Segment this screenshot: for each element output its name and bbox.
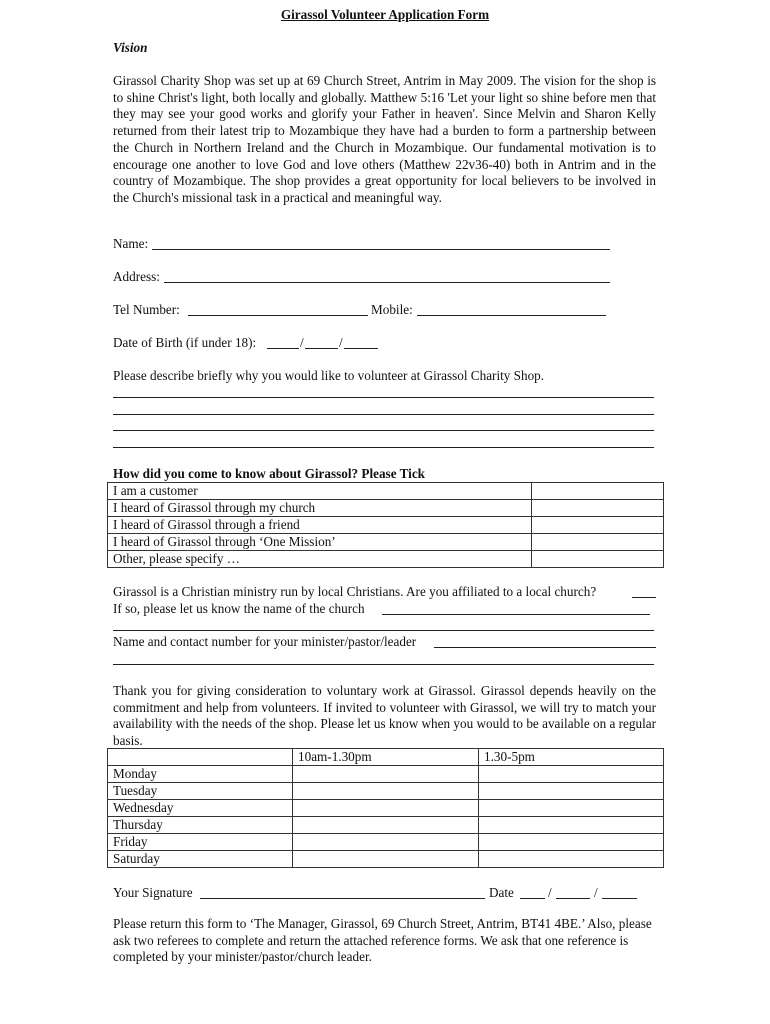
table-row	[108, 483, 664, 500]
day-label: Saturday	[108, 851, 293, 868]
church-affiliation-field[interactable]	[632, 597, 656, 598]
table-row	[108, 766, 664, 783]
tick-box[interactable]	[532, 517, 664, 534]
availability-cell[interactable]	[293, 783, 479, 800]
signature-label: Your Signature	[113, 885, 193, 900]
volunteer-reason-line[interactable]	[113, 447, 654, 448]
dob-separator: /	[300, 335, 304, 350]
column-header: 1.30-5pm	[479, 749, 664, 766]
return-instructions: Please return this form to ‘The Manager, Girassol, 69 Church Street, Antrim, BT41 4BE.’ Also, please ask two referees to complete and return the attached reference forms. We ask that one reference is completed by your minister/pastor/church leader.	[113, 916, 652, 965]
know-option-label: Other, please specify …	[108, 551, 532, 568]
table-row	[108, 517, 664, 534]
availability-corner-cell	[108, 749, 293, 766]
church-name-label: If so, please let us know the name of the church	[113, 601, 365, 616]
tick-box[interactable]	[532, 500, 664, 517]
form-title: Girassol Volunteer Application Form	[280, 7, 490, 22]
availability-cell[interactable]	[479, 817, 664, 834]
day-label: Thursday	[108, 817, 293, 834]
availability-intro: Thank you for giving consideration to voluntary work at Girassol. Girassol depends heavily on the commitment and help from volunteers. If invited to volunteer with Girassol, we will try to match your availability with the needs of the shop. Please let us know when you would to be available on a regular basis.	[113, 683, 656, 749]
availability-table	[107, 748, 664, 868]
day-label: Monday	[108, 766, 293, 783]
table-row	[108, 534, 664, 551]
availability-cell[interactable]	[293, 834, 479, 851]
date-day-field[interactable]	[520, 898, 545, 899]
date-year-field[interactable]	[602, 898, 637, 899]
table-row	[108, 834, 664, 851]
address-label: Address:	[113, 269, 160, 284]
know-heading: How did you come to know about Girassol? Please Tick	[113, 466, 426, 481]
dob-label: Date of Birth (if under 18):	[113, 335, 257, 350]
know-table	[107, 482, 664, 568]
church-name-field[interactable]	[382, 614, 650, 615]
day-label: Tuesday	[108, 783, 293, 800]
mobile-field[interactable]	[417, 315, 606, 316]
signature-field[interactable]	[200, 898, 485, 899]
availability-cell[interactable]	[293, 766, 479, 783]
know-option-label: I am a customer	[108, 483, 532, 500]
availability-cell[interactable]	[479, 851, 664, 868]
know-option-label: I heard of Girassol through a friend	[108, 517, 532, 534]
table-row	[108, 749, 664, 766]
date-separator: /	[548, 885, 552, 900]
table-row	[108, 500, 664, 517]
minister-label: Name and contact number for your minister/pastor/leader	[113, 634, 417, 649]
address-field[interactable]	[164, 282, 610, 283]
name-field[interactable]	[152, 249, 610, 250]
table-row	[108, 800, 664, 817]
availability-cell[interactable]	[293, 851, 479, 868]
date-month-field[interactable]	[556, 898, 590, 899]
vision-heading: Vision	[113, 40, 148, 55]
volunteer-reason-prompt: Please describe briefly why you would like to volunteer at Girassol Charity Shop.	[113, 368, 545, 383]
day-label: Friday	[108, 834, 293, 851]
table-row	[108, 551, 664, 568]
availability-cell[interactable]	[479, 783, 664, 800]
table-row	[108, 851, 664, 868]
name-label: Name:	[113, 236, 149, 251]
know-option-label: I heard of Girassol through ‘One Mission’	[108, 534, 532, 551]
table-row	[108, 817, 664, 834]
minister-field[interactable]	[434, 647, 656, 648]
availability-cell[interactable]	[479, 800, 664, 817]
availability-cell[interactable]	[479, 834, 664, 851]
tel-field[interactable]	[188, 315, 368, 316]
day-label: Wednesday	[108, 800, 293, 817]
dob-day-field[interactable]	[267, 348, 299, 349]
tel-label: Tel Number:	[113, 302, 180, 317]
dob-separator: /	[339, 335, 343, 350]
column-header: 10am-1.30pm	[293, 749, 479, 766]
mobile-label: Mobile:	[371, 302, 413, 317]
vision-paragraph: Girassol Charity Shop was set up at 69 Church Street, Antrim in May 2009. The vision for the shop is to shine Christ's light, both locally and globally. Matthew 5:16 'Let your light so shine before men that they may see your good works and glorify your Father in heaven'. Since Melvin and Sharon Kelly returned from their latest trip to Mozambique they have had a burden to form a partnership between the Church in Northern Ireland and the Church in Mozambique. Our fundamental motivation is to encourage one another to love God and love others (Matthew 22v36-40) both in Antrim and in the country of Mozambique. The shop provides a great opportunity for local believers to be involved in the Church's missional task in a practical and meaningful way.	[113, 73, 656, 205]
availability-cell[interactable]	[479, 766, 664, 783]
date-separator: /	[594, 885, 598, 900]
volunteer-reason-line[interactable]	[113, 397, 654, 398]
table-row	[108, 783, 664, 800]
volunteer-reason-line[interactable]	[113, 430, 654, 431]
tick-box[interactable]	[532, 551, 664, 568]
church-affiliation-question: Girassol is a Christian ministry run by local Christians. Are you affiliated to a local church?	[113, 584, 597, 599]
tick-box[interactable]	[532, 483, 664, 500]
minister-field-continued[interactable]	[113, 664, 654, 665]
church-name-field-continued[interactable]	[113, 630, 654, 631]
dob-year-field[interactable]	[344, 348, 378, 349]
tick-box[interactable]	[532, 534, 664, 551]
know-option-label: I heard of Girassol through my church	[108, 500, 532, 517]
date-label: Date	[489, 885, 514, 900]
dob-month-field[interactable]	[305, 348, 338, 349]
availability-cell[interactable]	[293, 800, 479, 817]
availability-cell[interactable]	[293, 817, 479, 834]
volunteer-reason-line[interactable]	[113, 414, 654, 415]
